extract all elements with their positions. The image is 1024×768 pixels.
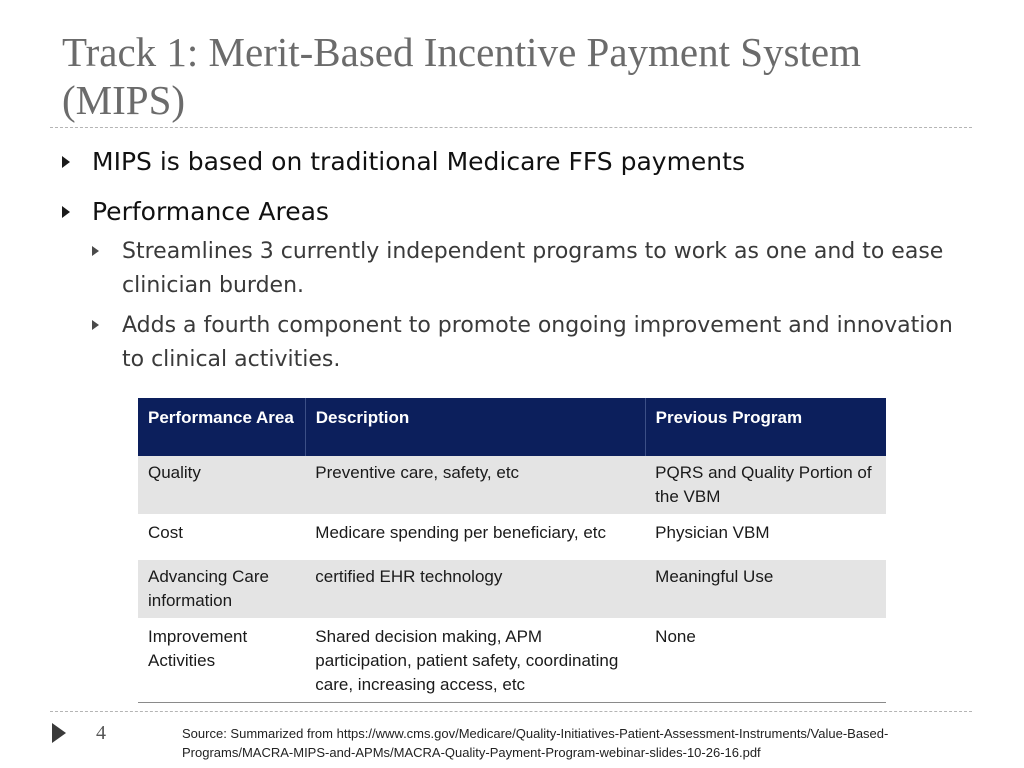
table-cell: Improvement Activities	[138, 619, 305, 703]
table-row	[138, 456, 886, 515]
sub-bullet-text: Streamlines 3 currently independent programs to work as one and to ease clinician burden.	[122, 239, 944, 298]
bullet-text: Performance Areas	[92, 197, 329, 226]
table-header-row	[138, 398, 886, 456]
column-header-previous-program: Previous Program	[645, 398, 886, 456]
bullet-arrow-icon	[62, 156, 70, 168]
table-cell: Shared decision making, APM participation, patient safety, coordinating care, increasing access, etc	[305, 619, 645, 703]
table-cell: Meaningful Use	[645, 559, 886, 619]
table-cell: Cost	[138, 515, 305, 559]
table-cell: Quality	[138, 456, 305, 515]
column-header-description: Description	[305, 398, 645, 456]
bullet-list	[62, 145, 952, 383]
table-cell: Advancing Care information	[138, 559, 305, 619]
table-row	[138, 559, 886, 619]
page-number: 4	[96, 722, 106, 744]
table-cell: PQRS and Quality Portion of the VBM	[645, 456, 886, 515]
footer-divider	[50, 711, 972, 712]
table-row	[138, 515, 886, 559]
table-cell: Preventive care, safety, etc	[305, 456, 645, 515]
table-row	[138, 619, 886, 703]
bullet-item	[62, 145, 952, 179]
slide-title: Track 1: Merit-Based Incentive Payment System (MIPS)	[62, 29, 861, 123]
table-cell: Medicare spending per beneficiary, etc	[305, 515, 645, 559]
sub-bullet-arrow-icon	[92, 246, 99, 256]
table-cell: Physician VBM	[645, 515, 886, 559]
table-cell: None	[645, 619, 886, 703]
performance-areas-table	[138, 398, 886, 703]
table-cell: certified EHR technology	[305, 559, 645, 619]
column-header-performance-area: Performance Area	[138, 398, 305, 456]
bullet-arrow-icon	[62, 206, 70, 218]
bullet-item	[62, 195, 952, 229]
sub-bullet-text: Adds a fourth component to promote ongoing improvement and innovation to clinical activities.	[122, 313, 953, 372]
sub-bullet-item	[92, 309, 962, 377]
title-divider	[50, 127, 972, 128]
bullet-text: MIPS is based on traditional Medicare FFS payments	[92, 147, 745, 176]
sub-bullet-item	[92, 235, 962, 303]
source-citation: Source: Summarized from https://www.cms.gov/Medicare/Quality-Initiatives-Patient-Assessment-Instruments/Value-Based-Programs/MACRA-MIPS-and-APMs/MACRA-Quality-Payment-Program-webinar-slides-10-26-16.pdf	[182, 726, 889, 760]
play-arrow-icon	[52, 723, 66, 743]
sub-bullet-arrow-icon	[92, 320, 99, 330]
